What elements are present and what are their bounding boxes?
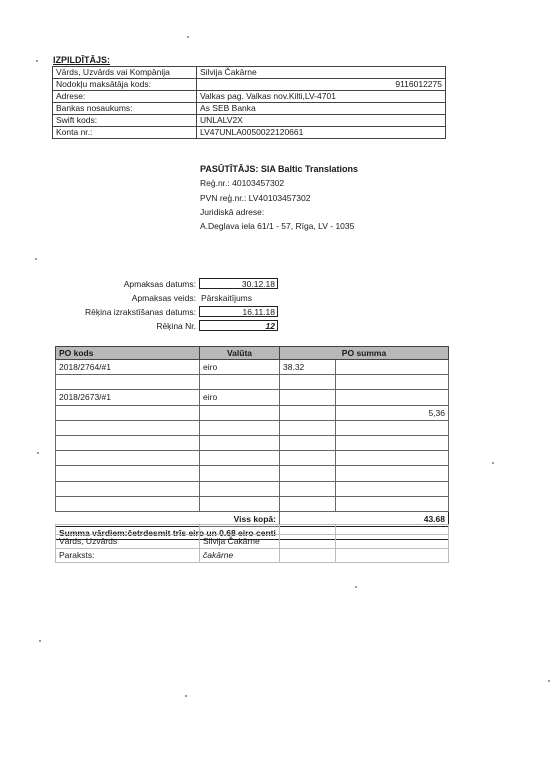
payment-date-value: 30.12.18	[199, 278, 278, 289]
sum-in-words: Summa vārdiem:četrdesmit trīs eiro un 0.68 eiro centi	[56, 527, 449, 540]
po-sum-cell	[280, 481, 336, 496]
signature-name-value: Silvija Čakārne	[200, 535, 280, 549]
po-code-cell: 2018/2764/#1	[56, 360, 200, 375]
po-sum-extra-cell	[336, 466, 449, 481]
po-code-cell	[56, 451, 200, 466]
invoice-number-value: 12	[199, 320, 278, 331]
po-code-cell	[56, 481, 200, 496]
currency-cell: eiro	[200, 390, 280, 405]
total-label: Viss kopā:	[200, 511, 280, 526]
po-sum-cell	[280, 451, 336, 466]
contractor-table	[52, 66, 446, 139]
table-row	[56, 390, 449, 405]
signature-handwritten: čakārne	[200, 549, 280, 563]
scan-speck	[187, 36, 189, 38]
signature-sign-row	[56, 549, 449, 563]
signature-table	[55, 524, 449, 563]
po-sum-cell	[280, 420, 336, 435]
po-code-cell	[56, 420, 200, 435]
po-sum-cell	[280, 375, 336, 390]
scan-speck	[548, 680, 550, 682]
currency-cell	[200, 435, 280, 450]
po-sum-extra-cell	[336, 481, 449, 496]
contractor-row-value: As SEB Banka	[197, 103, 446, 115]
po-sum-cell	[280, 466, 336, 481]
contractor-row-value: Silvija Čakārne	[197, 67, 446, 79]
contractor-row-value: LV47UNLA0050022120661	[197, 127, 446, 139]
signature-sign-label: Paraksts:	[56, 549, 200, 563]
po-code-cell	[56, 375, 200, 390]
contractor-row-value: 9116012275	[197, 79, 446, 91]
contractor-row	[53, 67, 446, 79]
client-legal-address-label: Juridiskā adrese:	[200, 206, 265, 217]
currency-cell	[200, 405, 280, 420]
scan-speck	[37, 452, 39, 454]
currency-cell	[200, 375, 280, 390]
contractor-row-label: Bankas nosaukums:	[53, 103, 197, 115]
po-sum-cell	[280, 390, 336, 405]
table-row	[56, 481, 449, 496]
contractor-row-label: Swift kods:	[53, 115, 197, 127]
signature-name-row	[56, 535, 449, 549]
scan-speck	[35, 258, 37, 260]
client-pvn-reg-nr: PVN reģ.nr.: LV40103457302	[200, 192, 311, 203]
contractor-row-label: Nodokļu maksātāja kods:	[53, 79, 197, 91]
po-sum-extra-cell	[336, 390, 449, 405]
contractor-row-label: Adrese:	[53, 91, 197, 103]
table-row	[56, 375, 449, 390]
po-code-cell	[56, 466, 200, 481]
contractor-row-value: Valkas pag. Valkas nov.Kilti,LV-4701	[197, 91, 446, 103]
signature-name-label: Vārds, Uzvārds	[56, 535, 200, 549]
po-sum-extra-cell	[336, 360, 449, 375]
po-code-cell	[56, 435, 200, 450]
po-code-cell: 2018/2673/#1	[56, 390, 200, 405]
total-value: 43.68	[280, 511, 449, 526]
po-table-header	[56, 347, 449, 360]
table-row	[56, 496, 449, 511]
contractor-row	[53, 103, 446, 115]
client-block	[200, 162, 358, 233]
po-table	[55, 346, 449, 540]
po-sum-cell	[280, 435, 336, 450]
table-row	[56, 405, 449, 420]
po-sum-extra-cell	[336, 451, 449, 466]
currency-cell	[200, 466, 280, 481]
currency-cell: eiro	[200, 360, 280, 375]
po-sum-extra-cell	[336, 496, 449, 511]
contractor-row	[53, 115, 446, 127]
po-sum-cell	[280, 496, 336, 511]
payment-method-value: Pārskaitījums	[201, 293, 253, 303]
contractor-row	[53, 79, 446, 91]
po-sum-header: PO summa	[280, 347, 449, 360]
table-row	[56, 435, 449, 450]
po-sum-extra-cell: 5,36	[336, 405, 449, 420]
contractor-row-value: UNLALV2X	[197, 115, 446, 127]
po-sum-extra-cell	[336, 420, 449, 435]
po-code-header: PO kods	[56, 347, 200, 360]
client-title: PASŪTĪTĀJS: SIA Baltic Translations	[200, 164, 359, 174]
contractor-heading: IZPILDĪTĀJS:	[53, 55, 111, 65]
scan-speck	[185, 695, 187, 697]
po-code-cell	[56, 496, 200, 511]
invoice-number-label: Rēķina Nr.	[156, 321, 196, 331]
po-sum-cell: 38.32	[280, 360, 336, 375]
currency-cell	[200, 496, 280, 511]
po-sum-extra-cell	[336, 435, 449, 450]
issue-date-value: 16.11.18	[199, 306, 278, 317]
table-row	[56, 360, 449, 375]
scan-speck	[355, 586, 357, 588]
currency-cell	[200, 451, 280, 466]
contractor-row-label: Konta nr.:	[53, 127, 197, 139]
client-reg-nr: Reģ.nr.: 40103457302	[200, 178, 285, 189]
scan-speck	[36, 60, 38, 62]
po-code-cell	[56, 405, 200, 420]
scan-speck	[39, 640, 41, 642]
table-row	[56, 451, 449, 466]
payment-date-label: Apmaksas datums:	[123, 279, 196, 289]
table-row	[56, 466, 449, 481]
table-row	[56, 420, 449, 435]
currency-header: Valūta	[200, 347, 280, 360]
po-sum-extra-cell	[336, 375, 449, 390]
currency-cell	[200, 420, 280, 435]
contractor-row	[53, 127, 446, 139]
currency-cell	[200, 481, 280, 496]
issue-date-label: Rēķina izrakstīšanas datums:	[84, 307, 196, 317]
po-sum-cell	[280, 405, 336, 420]
scan-speck	[492, 462, 494, 464]
client-legal-address: A.Deglava iela 61/1 - 57, Rīga, LV - 1035	[200, 221, 355, 232]
contractor-row-label: Vārds, Uzvārds vai Kompānija	[53, 67, 197, 79]
payment-method-label: Apmaksas veids:	[131, 293, 196, 303]
contractor-row	[53, 91, 446, 103]
